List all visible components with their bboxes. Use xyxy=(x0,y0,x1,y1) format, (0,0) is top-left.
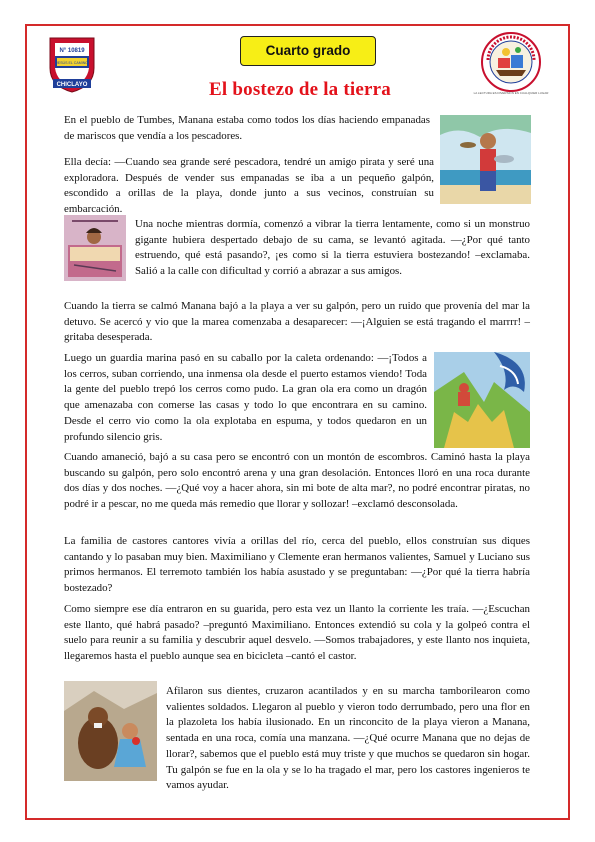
girl-in-bed-illustration xyxy=(64,215,126,281)
wave-dragon-illustration xyxy=(434,352,530,448)
school-logo-text-mid: JESÚS EL CAMINO xyxy=(55,61,89,65)
school-logo xyxy=(47,34,97,94)
beaver-and-girl-illustration xyxy=(64,681,157,781)
grade-label: Cuarto grado xyxy=(240,36,376,66)
story-paragraph: Cuando amaneció, bajó a su casa pero se encontró con un montón de escombros. Caminó hasta la playa buscando su galpón, pero solo encontró arena y una gran desolación. Entonces lloró en una roca durante dos días y dos noches. —¿Qué voy a hacer ahora, sin mi bote de alta mar?, no podré encontrar piratas, no podré ir a pescar, no me queda más remedio que llorar y sollozar! –exclamó desconsolada. xyxy=(64,451,530,511)
story-paragraph: Cuando la tierra se calmó Manana bajó a la playa a ver su galpón, pero un ruido que provenía del mar la detuvo. Se acercó y vio que la marea comenzaba a desaparecer: —¡Alguien se está tragando el marrrr! –gritaba desesperada. xyxy=(64,300,530,344)
program-logo xyxy=(473,30,549,98)
story-title: El bostezo de la tierra xyxy=(209,79,391,100)
program-logo-text: LA LECTURA ES DIVERSIÓN EN CUALQUIER LUGAR xyxy=(473,91,549,95)
story-paragraph: En el pueblo de Tumbes, Manana estaba como todos los días haciendo empanadas de mariscos que vendía a los pescadores. xyxy=(64,114,430,142)
girl-with-fish-illustration xyxy=(440,115,531,204)
story-paragraph: Una noche mientras dormía, comenzó a vibrar la tierra lentamente, como si un monstruo gigante hubiera despertado debajo de su cama, se levantó agitada. —¿Por qué tanto estruendo, qué está pasando?, ¡es como si la tierra estuviera bostezando! –exclamaba. Salió a la calle con dificultad y corrió a abrazar a sus amigos. xyxy=(135,218,530,278)
school-logo-text-bottom: CHICLAYO xyxy=(56,82,88,88)
school-logo-text-top: N° 10819 xyxy=(59,48,85,54)
story-paragraph: Luego un guardia marina pasó en su caballo por la caleta ordenando: —¡Todos a los cerros, suban corriendo, una inmensa ola desde el puerto estamos viendo! Toda la gente del pueblo trepó los cerros como pudo. La gran ola era como un dragón que amenazaba con comerse las casas y todo lo que encontrara en su camino. Desde el cerro vio como la ola explotaba en espuma, y todos quedaron en un profundo silencio gris. xyxy=(64,352,427,443)
story-paragraph: La familia de castores cantores vivía a orillas del río, cerca del pueblo, ellos construían sus diques cantando y lo pasaban muy bien. Maximiliano y Clemente eran hermanos valientes, Samuel y Luciano sus primos hermanos. El terremoto también los había asustado y se preguntaban: —¿Por qué la tierra habría bostezado? xyxy=(64,535,530,595)
story-paragraph: Como siempre ese día entraron en su guarida, pero esta vez un llanto la corriente les traía. —¿Escuchan este llanto, qué habrá pasado? –preguntó Maximiliano. Entonces extendió su cola y la golpeó contra el suelo para reunir a su familia y descubrir aquel desvelo. —Somos trabajadores, y este llanto nos inquieta, llegaremos hasta el pueblo aunque sea en bicicleta –cantó el castor. xyxy=(64,603,530,663)
story-paragraph: Ella decía: —Cuando sea grande seré pescadora, tendré un amigo pirata y seré una exploradora. Después de vender sus empanadas se iba a un pequeño galpón, escondido a orillas de la playa, donde junto a sus vecinos, construían su embarcación. xyxy=(64,156,434,216)
story-paragraph: Afilaron sus dientes, cruzaron acantilados y en su marcha tamborilearon como valientes soldados. Llegaron al pueblo y vieron todo derrumbado, pero una flor en la plazoleta los había ilusionado. En un rinconcito de la playa vieron a Manana, sentada en una roca, comía una manzana. —¿Qué ocurre Manana que no dejas de llorar?, sabemos que el pueblo está muy triste y que muchos se quedaron sin hogar. Tu galpón se fue en la ola y se lo ha tragado el mar, pero los castores ingenieros te vamos ayudar. xyxy=(166,685,530,792)
